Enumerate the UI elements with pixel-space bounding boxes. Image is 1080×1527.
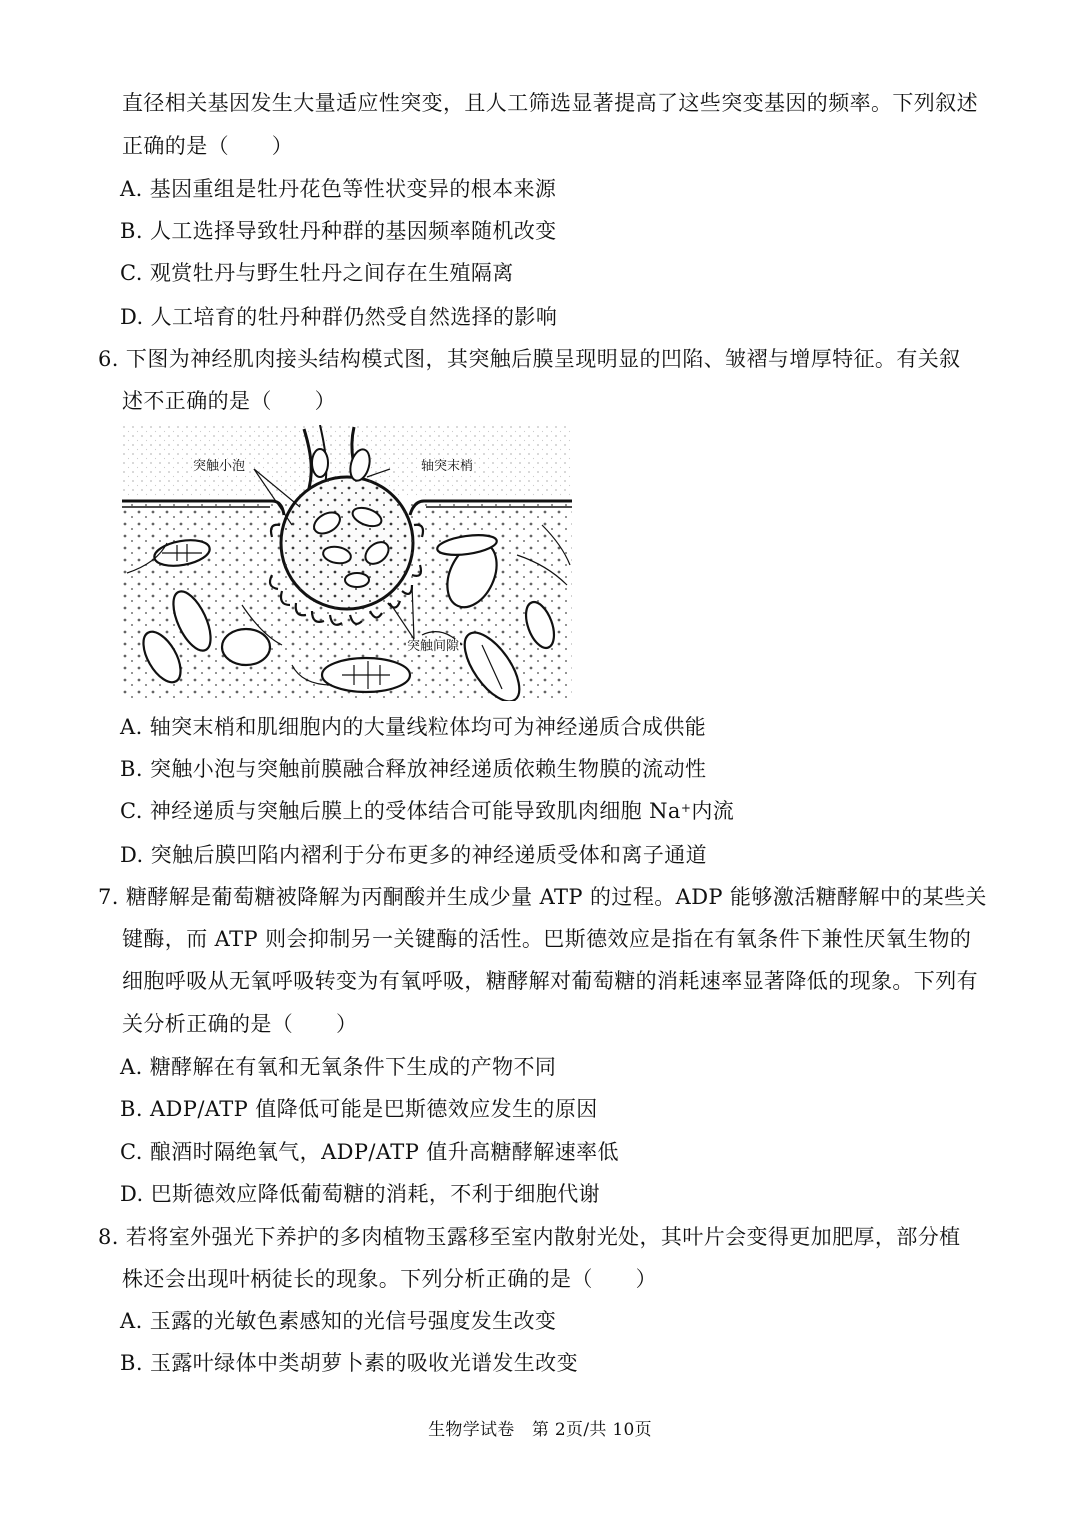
q8-option-a: A. 玉露的光敏色素感知的光信号强度发生改变: [120, 1309, 557, 1333]
figure-label-axon-terminal: 轴突末梢: [421, 459, 474, 474]
q6-option-c-superscript: +: [680, 801, 692, 815]
q8-stem-line-2: 株还会出现叶柄徒长的现象。下列分析正确的是（ ）: [122, 1267, 657, 1291]
q8-stem-line-1: [98, 1222, 961, 1252]
q5-option-c: C. 观赏牡丹与野生牡丹之间存在生殖隔离: [120, 261, 514, 285]
neuromuscular-junction-figure: [122, 425, 572, 701]
q5-option-b: B. 人工选择导致牡丹种群的基因频率随机改变: [120, 219, 557, 243]
q7-stem-line-1: [98, 882, 987, 912]
page-footer: 生物学试卷 第 2页/共 10页: [428, 1420, 652, 1440]
q7-option-c: C. 酿酒时隔绝氧气，ADP/ATP 值升高糖酵解速率低: [120, 1140, 619, 1164]
q7-stem-line-4: 关分析正确的是（ ）: [122, 1012, 358, 1036]
q6-stem-line-1: [98, 344, 961, 374]
q5-stem-line-1: 直径相关基因发生大量适应性突变，且人工筛选显著提高了这些突变基因的频率。下列叙述: [122, 91, 978, 115]
q6-option-c-text-end: 内流: [691, 799, 735, 823]
q6-option-d: D. 突触后膜凹陷内褶利于分布更多的神经递质受体和离子通道: [120, 843, 708, 867]
q5-option-a: A. 基因重组是牡丹花色等性状变异的根本来源: [120, 177, 557, 201]
figure-label-synaptic-cleft: 突触间隙: [407, 639, 460, 654]
q8-option-b: B. 玉露叶绿体中类胡萝卜素的吸收光谱发生改变: [120, 1351, 578, 1375]
q7-option-b: B. ADP/ATP 值降低可能是巴斯德效应发生的原因: [120, 1097, 598, 1121]
q7-stem-text: 糖酵解是葡萄糖被降解为丙酮酸并生成少量 ATP 的过程。ADP 能够激活糖酵解中的某些关: [125, 885, 987, 909]
neuromuscular-junction-drawing: [122, 425, 572, 701]
q6-stem-line-2: 述不正确的是（ ）: [122, 389, 336, 413]
q7-stem-line-2: 键酶，而 ATP 则会抑制另一关键酶的活性。巴斯德效应是指在有氧条件下兼性厌氧生物的: [122, 927, 972, 951]
q7-option-a: A. 糖酵解在有氧和无氧条件下生成的产物不同: [120, 1055, 557, 1079]
q8-number: 8.: [98, 1225, 119, 1249]
q6-option-a: A. 轴突末梢和肌细胞内的大量线粒体均可为神经递质合成供能: [120, 715, 707, 739]
q5-option-d: D. 人工培育的牡丹种群仍然受自然选择的影响: [120, 305, 558, 329]
q5-stem-line-2: 正确的是（ ）: [122, 134, 294, 158]
q7-number: 7.: [98, 885, 119, 909]
figure-label-synaptic-vesicle: 突触小泡: [193, 459, 246, 474]
q6-number: 6.: [98, 347, 119, 371]
q6-option-b: B. 突触小泡与突触前膜融合释放神经递质依赖生物膜的流动性: [120, 757, 707, 781]
q7-stem-line-3: 细胞呼吸从无氧呼吸转变为有氧呼吸，糖酵解对葡萄糖的消耗速率显著降低的现象。下列有: [122, 969, 978, 993]
q6-stem-text: 下图为神经肌肉接头结构模式图，其突触后膜呈现明显的凹陷、皱褶与增厚特征。有关叙: [125, 347, 961, 371]
q6-option-c: [120, 796, 734, 826]
q6-option-c-text: C. 神经递质与突触后膜上的受体结合可能导致肌肉细胞 Na: [120, 799, 681, 823]
q8-stem-text: 若将室外强光下养护的多肉植物玉露移至室内散射光处，其叶片会变得更加肥厚，部分植: [125, 1225, 961, 1249]
q7-option-d: D. 巴斯德效应降低葡萄糖的消耗，不利于细胞代谢: [120, 1182, 601, 1206]
